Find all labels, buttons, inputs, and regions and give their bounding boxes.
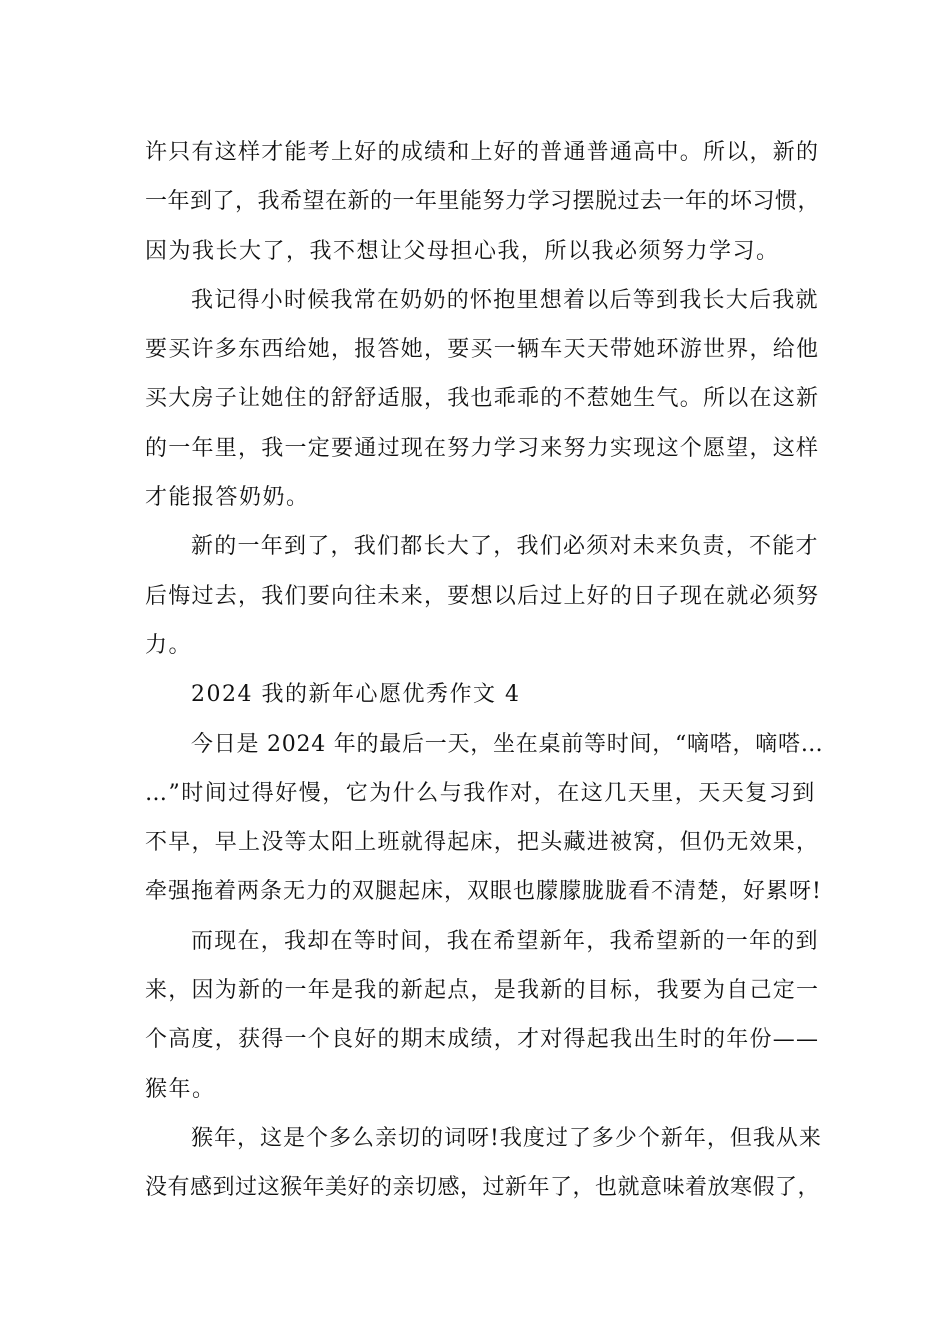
text-line: 一年到了，我希望在新的一年里能努力学习摆脱过去一年的坏习惯， — [145, 189, 821, 215]
text-line: 牵强拖着两条无力的双腿起床，双眼也朦朦胧胧看不清楚，好累呀! — [145, 879, 822, 905]
text-line: 后悔过去，我们要向往未来，要想以后过上好的日子现在就必须努 — [145, 583, 820, 609]
text-line: 要买许多东西给她，报答她，要买一辆车天天带她环游世界，给他 — [145, 337, 820, 363]
text-line: 因为我长大了，我不想让父母担心我，所以我必须努力学习。 — [145, 238, 780, 264]
text-line: 猴年。 — [145, 1076, 216, 1102]
text-line: 来，因为新的一年是我的新起点，是我新的目标，我要为自己定一 — [145, 978, 820, 1004]
text-line: 猴年，这是个多么亲切的词呀!我度过了多少个新年，但我从来 — [191, 1125, 822, 1151]
text-line: 许只有这样才能考上好的成绩和上好的普通普通高中。所以，新的 — [145, 140, 820, 165]
text-line: 买大房子让她住的舒舒适服，我也乖乖的不惹她生气。所以在这新 — [145, 386, 820, 412]
text-line: 不早，早上没等太阳上班就得起床，把头藏进被窝，但仍无效果， — [145, 830, 820, 856]
text-line: 力。 — [145, 632, 193, 658]
document-body — [145, 128, 825, 1213]
text-line: 今日是 2024 年的最后一天，坐在桌前等时间，“嘀嗒，嘀嗒… — [191, 731, 824, 757]
text-line: 才能报答奶奶。 — [145, 485, 310, 511]
text-line: …”时间过得好慢，它为什么与我作对，在这几天里，天天复习到 — [145, 780, 816, 806]
text-line: 新的一年到了，我们都长大了，我们必须对未来负责，不能才 — [191, 534, 819, 560]
text-line: 没有感到过这猴年美好的亲切感，过新年了，也就意味着放寒假了， — [145, 1175, 821, 1201]
text-line: 而现在，我却在等时间，我在希望新年，我希望新的一年的到 — [191, 928, 819, 954]
text-line: 的一年里，我一定要通过现在努力学习来努力实现这个愿望，这样 — [145, 435, 820, 461]
text-line: 我记得小时候我常在奶奶的怀抱里想着以后等到我长大后我就 — [191, 287, 819, 313]
text-line: 个高度，获得一个良好的期末成绩，才对得起我出生时的年份—— — [145, 1027, 820, 1053]
section-heading: 2024 我的新年心愿优秀作文 4 — [191, 682, 521, 708]
